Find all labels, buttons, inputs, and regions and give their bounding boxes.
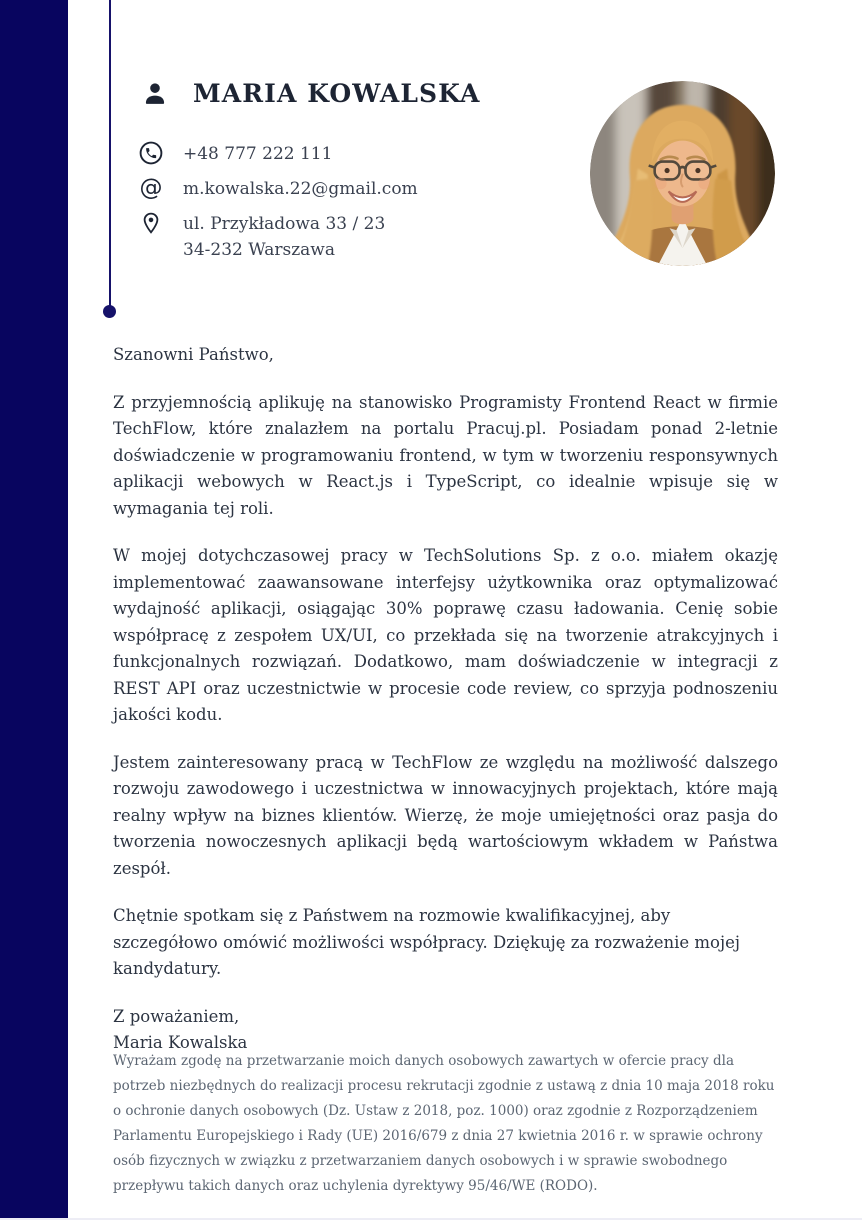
paragraph-1: Z przyjemnością aplikuję na stanowisko Programisty Frontend React w firmie TechFlow, które znalazłem na portalu Pracuj.pl. Posiadam ponad 2-letnie doświadczenie w programowaniu frontend, w tym w tworzeniu responsywnych aplikacji webowych w React.js i TypeScript, co idealnie wpisuje się w wymagania tej roli. <box>113 392 778 518</box>
location-pin-icon <box>139 211 163 235</box>
address-line-1: ul. Przykładowa 33 / 23 <box>183 214 386 234</box>
email-address: m.kowalska.22@gmail.com <box>183 179 418 199</box>
phone-number: +48 777 222 111 <box>183 144 333 164</box>
postal-address <box>183 211 385 263</box>
paragraph-2: W mojej dotychczasowej pracy w TechSolutions Sp. z o.o. miałem okazję implementować zaawansowane interfejsy użytkownika oraz optymalizować wydajność aplikacji, osiągając 30% poprawę czasu ładowania. Cenię sobie współpracę z zespołem UX/UI, co przekłada się na tworzenie atrakcyjnych i funkcjonalnych rozwiązań. Dodatkowo, mam doświadczenie w integracji z REST API oraz uczestnictwie w procesie code review, co sprzyja podnoszeniu jakości kodu. <box>113 546 778 724</box>
header <box>141 79 481 108</box>
paragraph-3: Jestem zainteresowany pracą w TechFlow ze względu na możliwość dalszego rozwoju zawodowego i uczestnictwa w innowacyjnych projektach, które mają realny wpływ na biznes klientów. Wierzę, że moje umiejętności oraz pasja do tworzenia nowoczesnych aplikacji będą wartościowym wkładem w Państwa zespół. <box>113 752 778 878</box>
rodo-consent-clause: Wyrażam zgodę na przetwarzanie moich danych osobowych zawartych w ofercie pracy dla potrzeb niezbędnych do realizacji procesu rekrutacji zgodnie z ustawą z dnia 10 maja 2018 roku o ochronie danych osobowych (Dz. Ustaw z 2018, poz. 1000) oraz zgodnie z Rozporządzeniem Parlamentu Europejskiego i Rady (UE) 2016/679 z dnia 27 kwietnia 2016 r. w sprawie ochrony osób fizycznych w związku z przetwarzaniem danych osobowych i w sprawie swobodnego przepływu takich danych oraz uchylenia dyrektywy 95/46/WE (RODO). <box>113 1053 775 1194</box>
left-sidebar-band <box>0 0 68 1218</box>
signature-name: Maria Kowalska <box>113 1033 248 1052</box>
accent-vertical-line <box>109 0 111 310</box>
accent-line-dot <box>103 305 116 318</box>
page-title: MARIA KOWALSKA <box>193 79 481 108</box>
contact-block <box>139 141 559 273</box>
address-line-2: 34-232 Warszawa <box>183 240 335 260</box>
contact-address-row <box>139 211 559 263</box>
phone-icon <box>139 141 163 165</box>
at-icon: @ <box>139 175 163 201</box>
letter-body <box>113 342 778 1057</box>
contact-phone-row <box>139 141 559 166</box>
user-icon <box>141 80 169 108</box>
salutation: Szanowni Państwo, <box>113 345 274 364</box>
closing-line: Z poważaniem, <box>113 1006 240 1026</box>
profile-photo <box>590 81 775 266</box>
paragraph-4: Chętnie spotkam się z Państwem na rozmowie kwalifikacyjnej, aby szczegółowo omówić możliwości współpracy. Dziękuję za rozważenie mojej kandydatury. <box>113 906 740 978</box>
contact-email-row <box>139 176 559 201</box>
